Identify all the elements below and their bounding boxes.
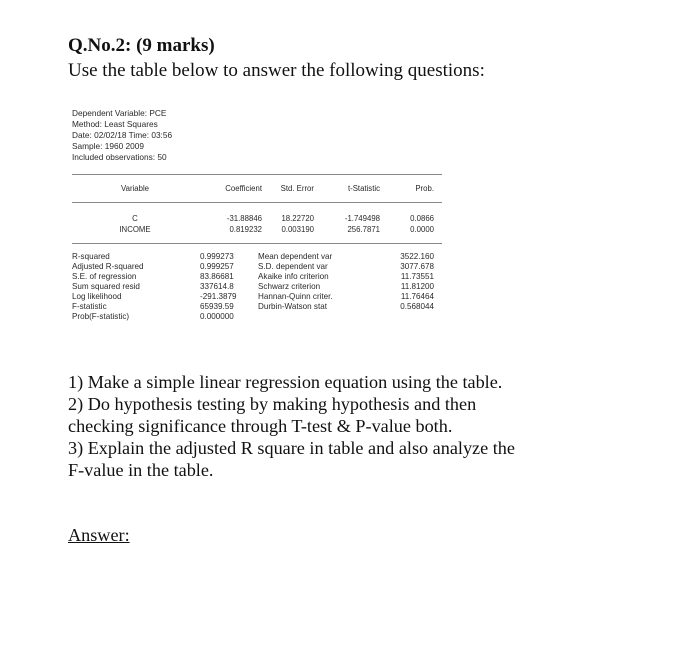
stat-label-sum-squared-resid: Sum squared resid [72,282,140,291]
t-statistic-value: 256.7871 [347,225,380,234]
stat-value-se-regression: 83.86681 [200,272,234,281]
std-error-value: 0.003190 [281,225,314,234]
col-header-variable: Variable [120,184,150,193]
stat-value-sd-dependent-var: 3077.678 [400,262,434,271]
task-2-continued: checking significance through T-test & P-value both. [68,416,453,436]
prob-value: 0.0000 [410,225,434,234]
header-rule [72,202,442,203]
stat-value-r-squared: 0.999273 [200,252,234,261]
method-line: Method: Least Squares [72,119,158,129]
sample-line: Sample: 1960 2009 [72,141,144,151]
stat-value-mean-dependent-var: 3522.160 [400,252,434,261]
stat-label-se-regression: S.E. of regression [72,272,137,281]
stat-value-hannan-quinn: 11.76464 [400,292,434,301]
answer-label: Answer: [68,525,130,545]
stat-value-adjusted-r-squared: 0.999257 [200,262,234,271]
variable-name: INCOME [119,225,151,234]
col-header-prob: Prob. [415,184,434,193]
stat-label-akaike: Akaike info criterion [258,272,329,281]
dependent-variable-line: Dependent Variable: PCE [72,108,167,118]
coefficient-value: -31.88846 [226,214,262,223]
stat-label-sd-dependent-var: S.D. dependent var [258,262,328,271]
stat-value-sum-squared-resid: 337614.8 [200,282,234,291]
stat-label-f-statistic: F-statistic [72,302,107,311]
task-3: 3) Explain the adjusted R square in table and also analyze the [68,438,515,458]
task-1: 1) Make a simple linear regression equation using the table. [68,372,503,392]
col-header-std-error: Std. Error [280,184,314,193]
stat-label-log-likelihood: Log likelihood [72,292,122,301]
variable-name: C [132,214,138,223]
t-statistic-value: -1.749498 [344,214,380,223]
stat-label-durbin-watson: Durbin-Watson stat [258,302,327,311]
stat-value-schwarz: 11.81200 [400,282,434,291]
date-time-line: Date: 02/02/18 Time: 03:56 [72,130,173,140]
coefficient-value: 0.819232 [229,225,262,234]
stat-value-prob-f-statistic: 0.000000 [200,312,234,321]
stat-label-adjusted-r-squared: Adjusted R-squared [72,262,144,271]
stat-label-mean-dependent-var: Mean dependent var [258,252,333,261]
task-3-continued: F-value in the table. [68,460,214,480]
stat-value-f-statistic: 65939.59 [200,302,234,311]
std-error-value: 18.22720 [281,214,314,223]
col-header-t-statistic: t-Statistic [347,184,380,193]
prob-value: 0.0866 [410,214,434,223]
stat-value-akaike: 11.73551 [400,272,434,281]
stat-label-hannan-quinn: Hannan-Quinn criter. [258,292,333,301]
stat-label-prob-f-statistic: Prob(F-statistic) [72,312,130,321]
col-header-coefficient: Coefficient [225,184,262,193]
task-2: 2) Do hypothesis testing by making hypothesis and then [68,394,477,414]
stat-value-log-likelihood: -291.3879 [200,292,237,301]
top-rule [72,174,442,175]
stat-label-r-squared: R-squared [72,252,110,261]
stat-label-schwarz: Schwarz criterion [258,282,321,291]
question-instruction: Use the table below to answer the following questions: [68,60,485,81]
observations-line: Included observations: 50 [72,152,167,162]
stat-value-durbin-watson: 0.568044 [400,302,434,311]
question-title: Q.No.2: (9 marks) [68,35,215,56]
middle-rule [72,243,442,244]
